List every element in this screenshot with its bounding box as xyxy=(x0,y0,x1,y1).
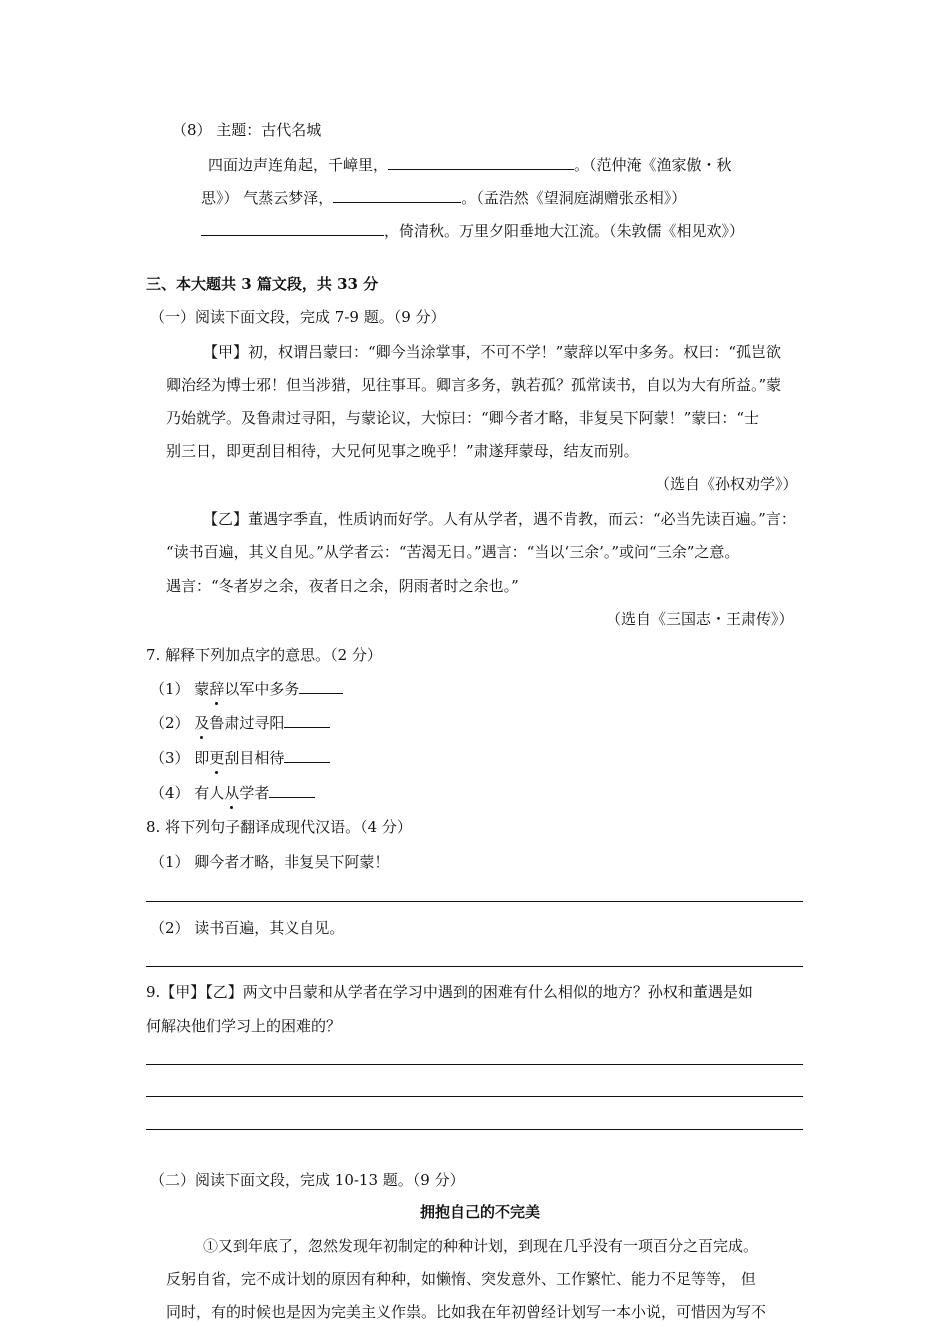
section-title: 三、本大题共 3 篇文段，共 33 分 xyxy=(146,275,379,293)
passage-yi-source: （选自《三国志・王肃传》） xyxy=(606,610,794,628)
answer-blank[interactable] xyxy=(284,711,330,728)
passage-yi-line: 【乙】董遇字季直，性质讷而好学。人有从学者，遇不肯教，而云：“必当先读百遍。”言： xyxy=(203,510,796,528)
dotted-character: 及 xyxy=(194,714,210,732)
item-text: 刮目相待 xyxy=(224,749,285,767)
dotted-character: 从 xyxy=(224,784,240,802)
answer-line[interactable] xyxy=(146,901,803,902)
poem-line-3 xyxy=(201,219,744,241)
passage-yi-line: 遇言：“冬者岁之余，夜者日之余，阴雨者时之余也。” xyxy=(166,577,519,595)
question-7-item xyxy=(150,781,315,803)
question-7-item xyxy=(150,677,343,699)
item-text: 以军中多务 xyxy=(224,680,300,698)
poem-line-2-source: 。（孟浩然《望洞庭湖赠张丞相》） xyxy=(461,189,687,207)
answer-line[interactable] xyxy=(146,1096,803,1097)
item-prefix: （4） 有人 xyxy=(150,784,225,802)
question-7-item xyxy=(150,711,330,733)
answer-line[interactable] xyxy=(146,1064,803,1065)
essay-paragraph-line: 反躬自省，完不成计划的原因有种种，如懒惰、突发意外、工作繁忙、能力不足等等， 但 xyxy=(166,1270,756,1288)
poem-line-2 xyxy=(201,186,686,208)
passage-jia-line: 【甲】初，权谓吕蒙曰：“卿今当涂掌事，不可不学！”蒙辞以军中多务。权曰：“孤岂欲 xyxy=(203,343,782,361)
question-9-line: 何解决他们学习上的困难的？ xyxy=(146,1017,342,1035)
passage-jia-line: 别三日，即更刮目相待，大兄何见事之晚乎！”肃遂拜蒙母，结友而别。 xyxy=(166,442,639,460)
question-7-item xyxy=(150,746,330,768)
passage-jia-line: 卿治经为博士邪！但当涉猎，见往事耳。卿言多务，孰若孤？孤常读书，自以为大有所益。”蒙 xyxy=(166,376,782,394)
item-prefix: （2） xyxy=(150,714,195,732)
answer-blank[interactable] xyxy=(201,219,384,236)
answer-blank[interactable] xyxy=(299,677,343,694)
poem-line-3-text: ，倚清秋。万里夕阳垂地大江流。（朱敦儒《相见欢》） xyxy=(384,222,745,240)
poem-line-2-text: 思》） 气蒸云梦泽， xyxy=(201,189,334,207)
question-8-title: 8. 将下列句子翻译成现代汉语。（4 分） xyxy=(146,818,412,836)
poem-line-1 xyxy=(208,153,732,175)
dotted-character: 辞 xyxy=(209,680,225,698)
answer-blank[interactable] xyxy=(269,781,315,798)
question-7-title: 7. 解释下列加点字的意思。（2 分） xyxy=(146,646,382,664)
poem-question-header: （8） 主题：古代名城 xyxy=(172,121,322,139)
item-text: 鲁肃过寻阳 xyxy=(209,714,285,732)
answer-blank[interactable] xyxy=(284,746,330,763)
subsection-2-title: （二）阅读下面文段，完成 10-13 题。（9 分） xyxy=(150,1171,465,1189)
essay-paragraph-line: ①又到年底了，忽然发现年初制定的种种计划，到现在几乎没有一项百分之百完成。 xyxy=(203,1237,759,1255)
passage-jia-source: （选自《孙权劝学》） xyxy=(655,475,798,493)
answer-blank[interactable] xyxy=(333,186,461,203)
passage-yi-line: “读书百遍，其义自见。”从学者云：“苦渴无日。”遇言：“当以‘三余’。”或问“三余”之意。 xyxy=(166,543,740,561)
item-prefix: （1） 蒙 xyxy=(150,680,210,698)
poem-line-1-text: 四面边声连角起，千嶂里， xyxy=(208,156,389,174)
essay-title: 拥抱自己的不完美 xyxy=(420,1203,541,1221)
question-8-sentence-2: （2） 读书百遍，其义自见。 xyxy=(150,919,345,937)
subsection-1-title: （一）阅读下面文段，完成 7-9 题。（9 分） xyxy=(150,308,446,326)
item-text: 学者 xyxy=(239,784,270,802)
question-8-sentence-1: （1） 卿今者才略，非复吴下阿蒙！ xyxy=(150,853,390,871)
answer-line[interactable] xyxy=(146,1129,803,1130)
dotted-character: 更 xyxy=(209,749,225,767)
question-9-line: 9.【甲】【乙】两文中吕蒙和从学者在学习中遇到的困难有什么相似的地方？孙权和董遇是如 xyxy=(146,983,753,1001)
poem-line-1-source: 。（范仲淹《渔家傲・秋 xyxy=(574,156,732,174)
answer-blank[interactable] xyxy=(388,153,574,170)
passage-jia-line: 乃始就学。及鲁肃过寻阳，与蒙论议，大惊曰：“卿今者才略，非复吴下阿蒙！”蒙曰：“士 xyxy=(166,409,760,427)
answer-line[interactable] xyxy=(146,966,803,967)
essay-paragraph-line: 同时，有的时候也是因为完美主义作祟。比如我在年初曾经计划写一本小说，可惜因为写不 xyxy=(166,1303,767,1321)
item-prefix: （3） 即 xyxy=(150,749,210,767)
